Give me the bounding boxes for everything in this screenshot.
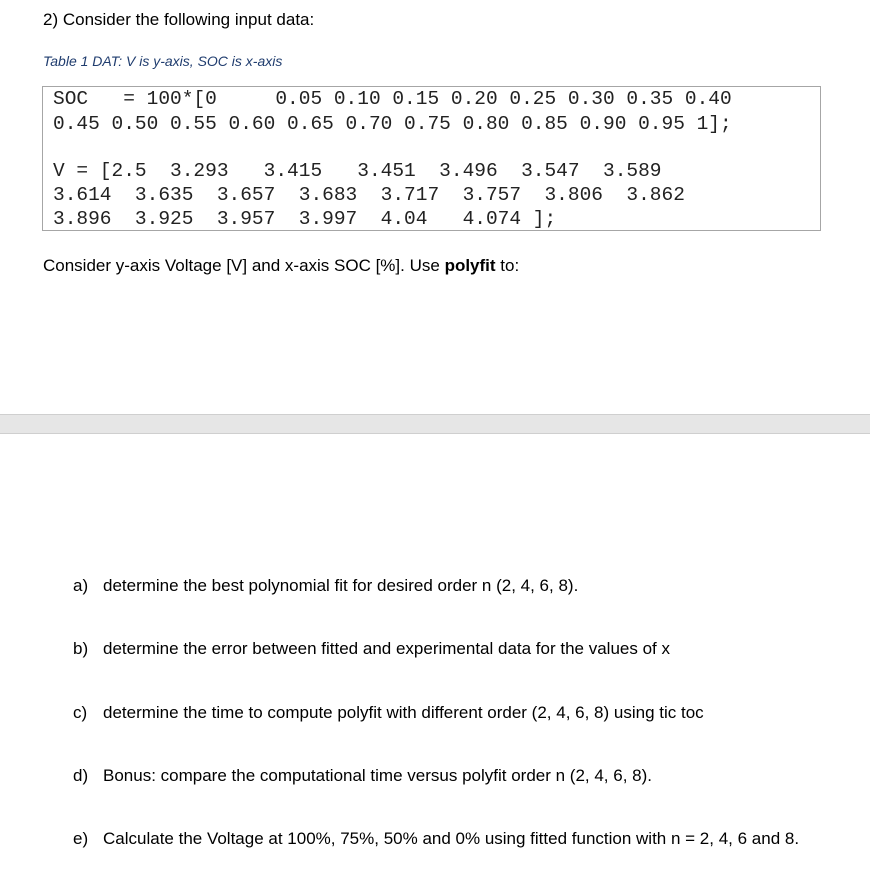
table-caption: Table 1 DAT: V is y-axis, SOC is x-axis — [43, 53, 283, 69]
code-line-soc-1: SOC = 100*[0 0.05 0.10 0.15 0.20 0.25 0.30 0.35 0.40 — [53, 88, 732, 110]
instruction-prefix: Consider y-axis Voltage [V] and x-axis SOC [%]. Use — [43, 256, 445, 275]
instruction-text — [43, 256, 519, 276]
task-letter: a) — [73, 576, 89, 595]
code-line-v-3: 3.896 3.925 3.957 3.997 4.04 4.074 ]; — [53, 208, 557, 230]
code-line-v-2: 3.614 3.635 3.657 3.683 3.717 3.757 3.806 3.862 — [53, 184, 685, 206]
task-text: Calculate the Voltage at 100%, 75%, 50% and 0% using fitted function with n = 2, 4, 6 and 8. — [103, 829, 800, 848]
instruction-keyword: polyfit — [444, 256, 496, 275]
code-line-soc-2: 0.45 0.50 0.55 0.60 0.65 0.70 0.75 0.80 0.85 0.90 0.95 1]; — [53, 113, 732, 135]
task-text: Bonus: compare the computational time versus polyfit order n (2, 4, 6, 8). — [103, 766, 652, 785]
task-letter: c) — [73, 703, 88, 722]
task-letter: b) — [73, 639, 89, 658]
question-heading: 2) Consider the following input data: — [43, 10, 315, 29]
task-text: determine the best polynomial fit for desired order n (2, 4, 6, 8). — [103, 576, 579, 595]
task-text: determine the error between fitted and experimental data for the values of x — [103, 639, 670, 658]
code-line-v-1: V = [2.5 3.293 3.415 3.451 3.496 3.547 3.589 — [53, 160, 662, 182]
page-break-divider — [0, 414, 870, 434]
task-letter: d) — [73, 766, 89, 785]
task-text: determine the time to compute polyfit with different order (2, 4, 6, 8) using tic toc — [103, 703, 704, 722]
task-letter: e) — [73, 829, 89, 848]
code-block — [42, 86, 821, 231]
instruction-suffix: to: — [495, 256, 520, 275]
